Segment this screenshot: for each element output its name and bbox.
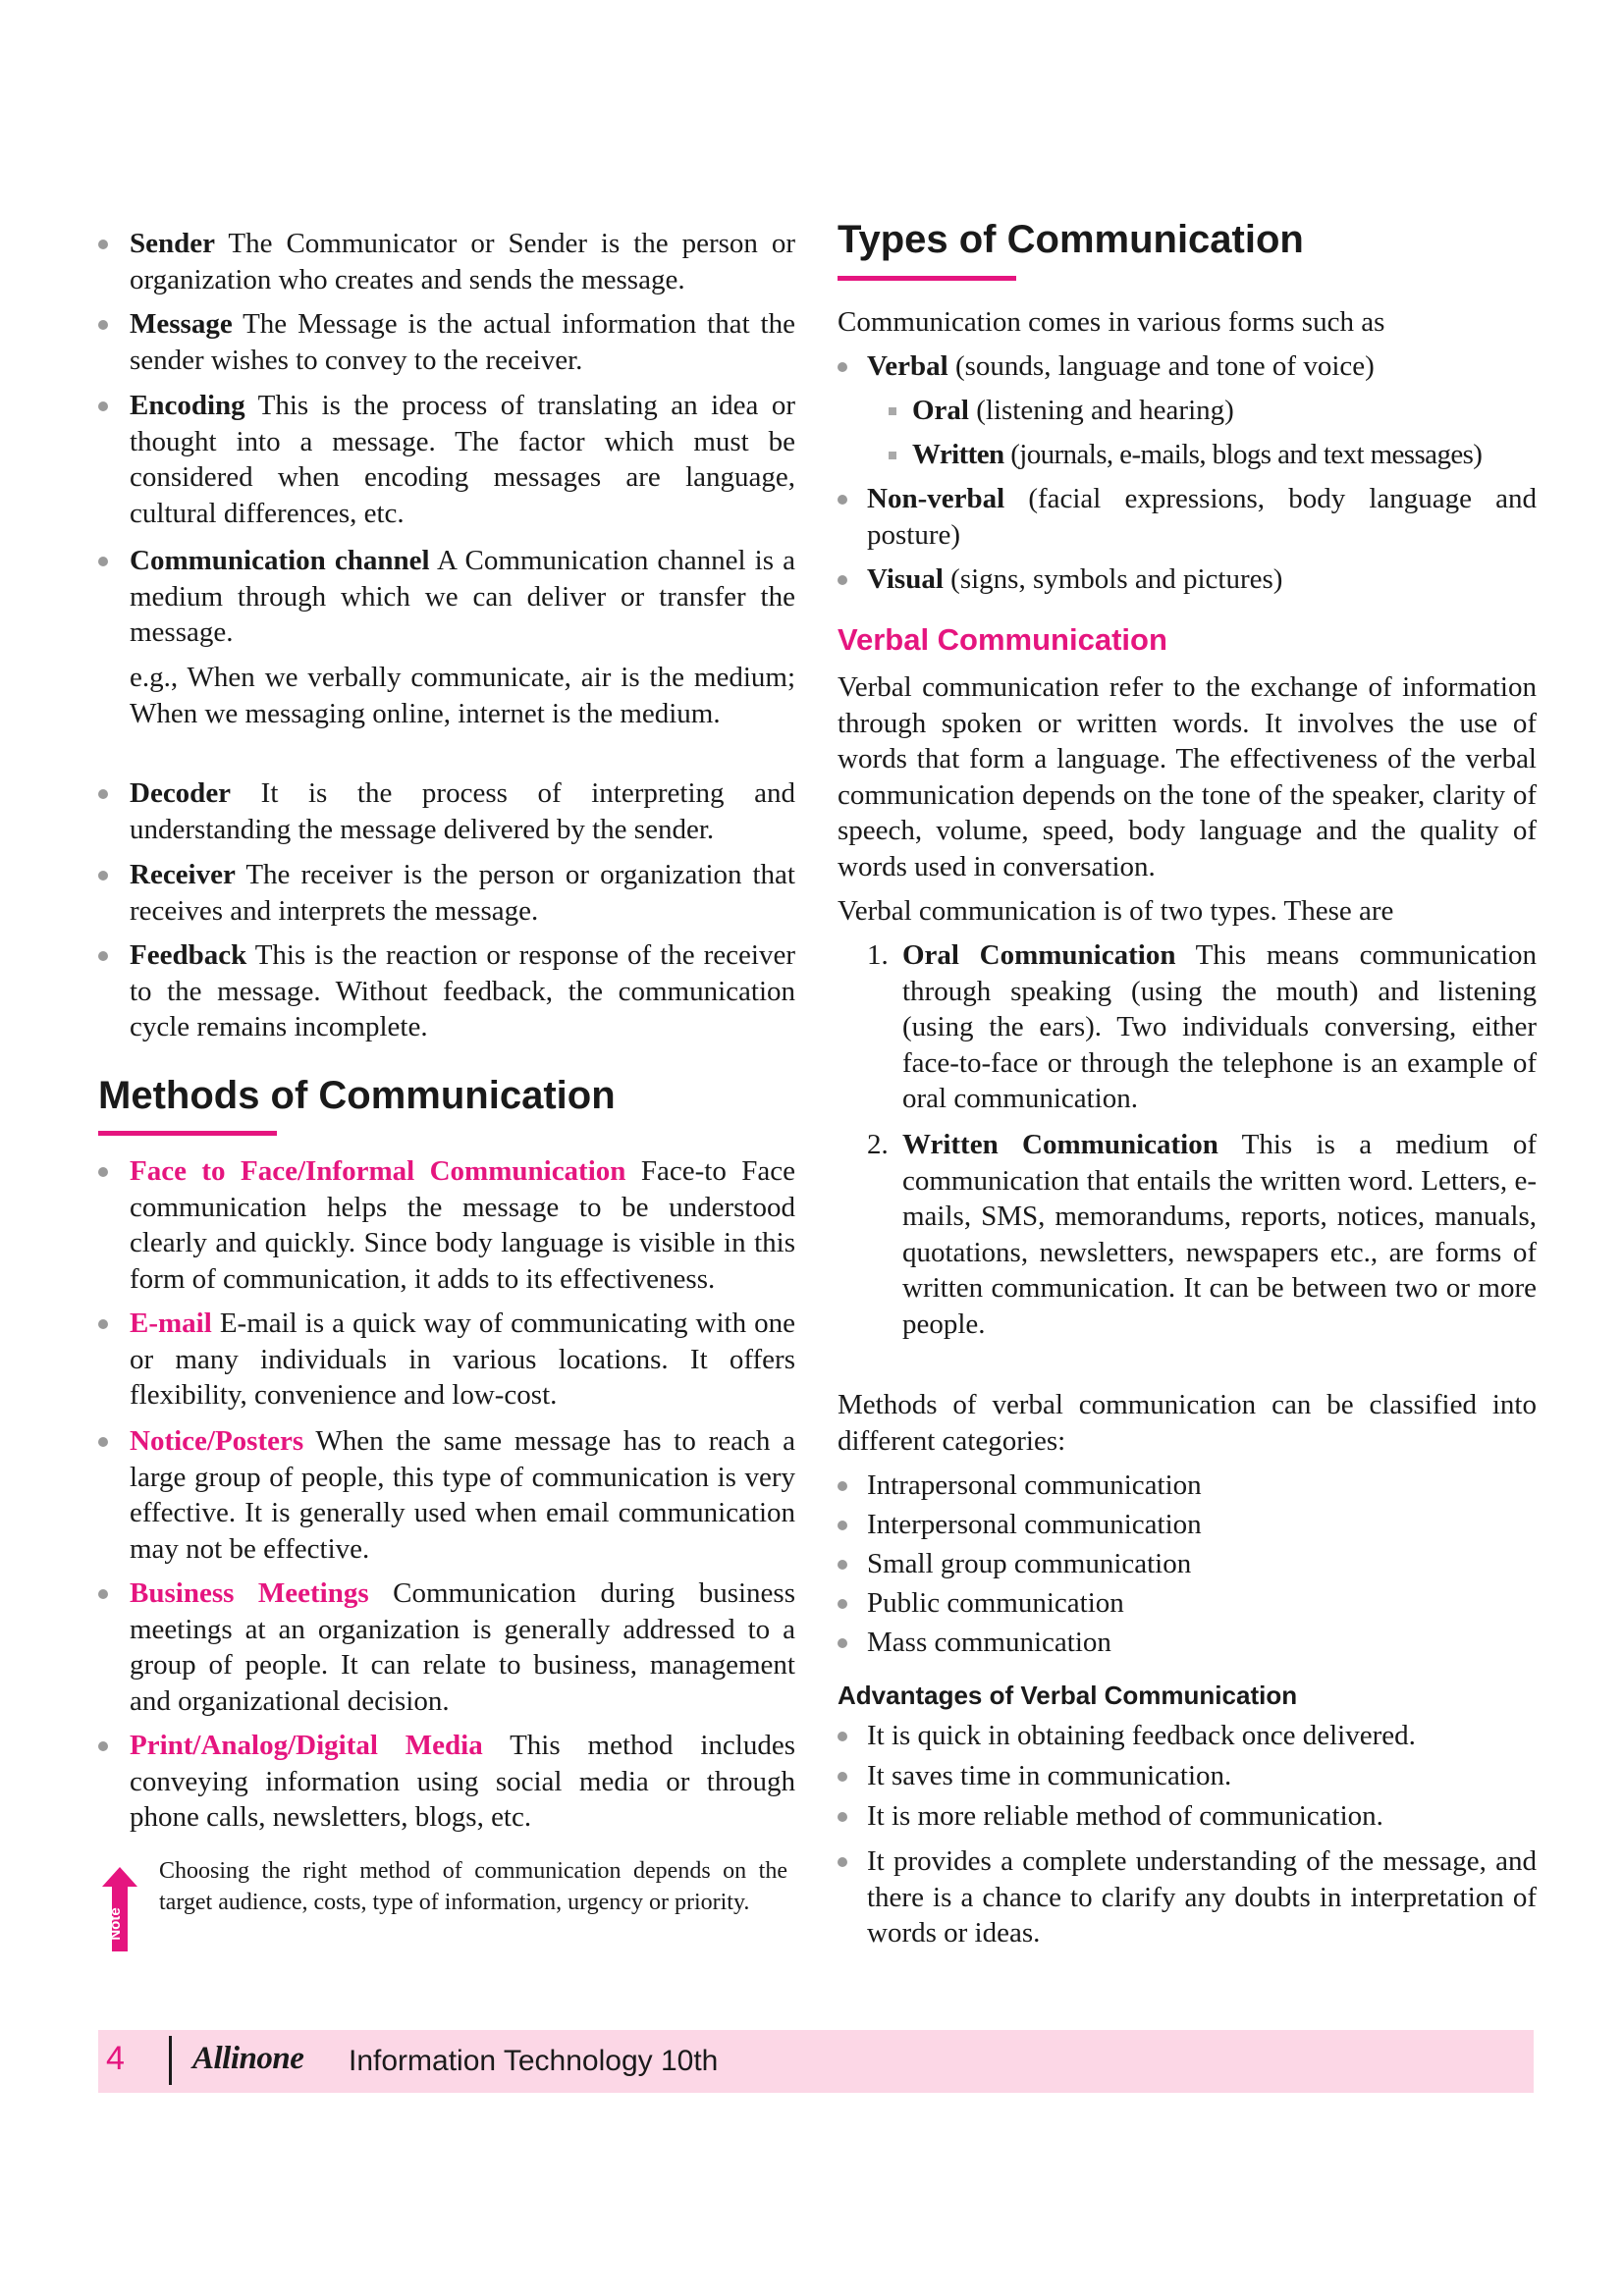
heading-types-of-communication: Types of Communication [838, 218, 1304, 261]
definition: This means communication through speaking (using the mouth) and listening (using the ears). Two individuals conversing, either face-to-face or through the telephone is an example of oral communication. [902, 939, 1537, 1114]
brand-logo: Allinone [192, 2041, 304, 2076]
term: Decoder [130, 777, 232, 809]
definition: (facial expressions, body language and posture) [867, 483, 1538, 551]
bullet-icon [838, 495, 847, 505]
heading-underline [98, 1131, 277, 1136]
term: Sender [130, 228, 215, 259]
bullet-icon [98, 557, 108, 566]
term: Oral [912, 395, 969, 426]
heading-advantages: Advantages of Verbal Communication [838, 1681, 1298, 1710]
bullet-icon [98, 951, 108, 961]
category-label: Mass communication [867, 1627, 1111, 1658]
types-intro: Communication comes in various forms such as [838, 306, 1385, 338]
advantage-text: It is quick in obtaining feedback once delivered. [867, 1720, 1416, 1751]
definition: It is the process of interpreting and understanding the message delivered by the sender. [130, 777, 795, 845]
bullet-icon [98, 789, 108, 799]
term: Written [912, 439, 1004, 470]
verbal-paragraph: Verbal communication refer to the exchange of information through spoken or written words. It involves the use of words that form a language. The effectiveness of the verbal communication depends on the tone of the speaker, clarity of speech, volume, speed, body language and the quality of words used in conversation. [838, 671, 1537, 882]
term: Business Meetings [130, 1577, 369, 1609]
category-label: Intrapersonal communication [867, 1469, 1202, 1501]
definition: (sounds, language and tone of voice) [954, 350, 1375, 382]
term: Message [130, 308, 233, 340]
note-icon [98, 1865, 141, 1953]
bullet-icon [98, 320, 108, 330]
definition: A Communication channel is a medium through which we can deliver or transfer the message. [130, 545, 795, 648]
bullet-icon [838, 575, 847, 585]
bullet-icon [98, 240, 108, 249]
note-text: Choosing the right method of communication depends on the target audience, costs, type of information, urgency or priority. [159, 1858, 787, 1915]
term: Print/Analog/Digital Media [130, 1730, 483, 1761]
term: E-mail [130, 1308, 212, 1339]
category-label: Public communication [867, 1587, 1124, 1619]
term: Verbal [867, 350, 948, 382]
bullet-icon [838, 1772, 847, 1782]
bullet-icon [838, 1732, 847, 1741]
term: Non-verbal [867, 483, 1005, 514]
term: Notice/Posters [130, 1425, 304, 1457]
term: Receiver [130, 859, 236, 890]
bullet-icon [838, 1812, 847, 1822]
channel-example: e.g., When we verbally communicate, air is the medium; When we messaging online, internet is the medium. [130, 662, 795, 729]
heading-methods-of-communication: Methods of Communication [98, 1074, 616, 1117]
bullet-icon [98, 1167, 108, 1177]
definition: (listening and hearing) [976, 395, 1234, 426]
heading-verbal-communication: Verbal Communication [838, 622, 1167, 657]
definition: Face-to Face communication helps the message to be understood clearly and quickly. Since body language is visible in this form of communication, it adds to its effectiveness. [130, 1155, 796, 1295]
definition: (signs, symbols and pictures) [950, 563, 1283, 595]
book-title: Information Technology 10th [349, 2045, 719, 2077]
methods-intro: Methods of verbal communication can be classified into different categories: [838, 1389, 1537, 1457]
square-bullet-icon [889, 452, 896, 459]
bullet-icon [838, 1560, 847, 1570]
bullet-icon [838, 1521, 847, 1530]
page-number: 4 [106, 2040, 125, 2077]
bullet-icon [838, 1638, 847, 1648]
category-label: Small group communication [867, 1548, 1192, 1579]
definition: This method includes conveying information using social media or through phone calls, newsletters, blogs, etc. [130, 1730, 796, 1833]
page-footer [98, 2030, 1534, 2093]
bullet-icon [838, 1481, 847, 1491]
note-label: Note [107, 1907, 124, 1941]
term: Feedback [130, 939, 247, 971]
term: Communication channel [130, 545, 430, 576]
advantage-text: It is more reliable method of communication. [867, 1800, 1383, 1832]
bullet-icon [98, 1319, 108, 1329]
heading-underline [838, 276, 1016, 281]
term: Oral Communication [902, 939, 1176, 971]
definition: (journals, e-mails, blogs and text messages) [1010, 439, 1483, 470]
note-box [98, 1855, 795, 1953]
definition: E-mail is a quick way of communicating with one or many individuals in various locations. It offers flexibility, convenience and low-cost. [130, 1308, 796, 1411]
bullet-icon [838, 1857, 847, 1867]
list-number: 1. [867, 939, 889, 971]
bullet-icon [838, 1599, 847, 1609]
definition: This is a medium of communication that entails the written word. Letters, e-mails, SMS, memorandums, reports, notices, manuals, quotations, newsletters, newspapers etc., are forms of written communication. It can be between two or more people. [902, 1129, 1537, 1340]
definition: When the same message has to reach a large group of people, this type of communication is very effective. It is generally used when email communication may not be effective. [130, 1425, 795, 1565]
definition: The Communicator or Sender is the person or organization who creates and sends the message. [130, 228, 795, 295]
definition: The receiver is the person or organization that receives and interprets the message. [130, 859, 795, 927]
bullet-icon [98, 1589, 108, 1599]
list-number: 2. [867, 1129, 889, 1160]
bullet-icon [98, 871, 108, 881]
definition: Communication during business meetings at an organization is generally addressed to a group of people. It can relate to business, management and organizational decision. [130, 1577, 795, 1717]
bullet-icon [98, 1437, 108, 1447]
term: Encoding [130, 390, 245, 421]
square-bullet-icon [889, 407, 896, 415]
definition: The Message is the actual information that the sender wishes to convey to the receiver. [130, 308, 795, 376]
bullet-icon [98, 401, 108, 411]
category-label: Interpersonal communication [867, 1509, 1202, 1540]
bullet-icon [98, 1741, 108, 1751]
term: Written Communication [902, 1129, 1218, 1160]
verbal-types-intro: Verbal communication is of two types. These are [838, 895, 1394, 927]
footer-divider [169, 2036, 172, 2085]
advantage-text: It saves time in communication. [867, 1760, 1232, 1791]
advantage-text: It provides a complete understanding of the message, and there is a chance to clarify any doubts in interpretation of words or ideas. [867, 1845, 1537, 1949]
term: Visual [867, 563, 944, 595]
bullet-icon [838, 362, 847, 372]
definition: This is the process of translating an idea or thought into a message. The factor which must be considered when encoding messages are language, cultural differences, etc. [130, 390, 795, 529]
term: Face to Face/Informal Communication [130, 1155, 626, 1187]
definition: This is the reaction or response of the receiver to the message. Without feedback, the communication cycle remains incomplete. [130, 939, 795, 1042]
